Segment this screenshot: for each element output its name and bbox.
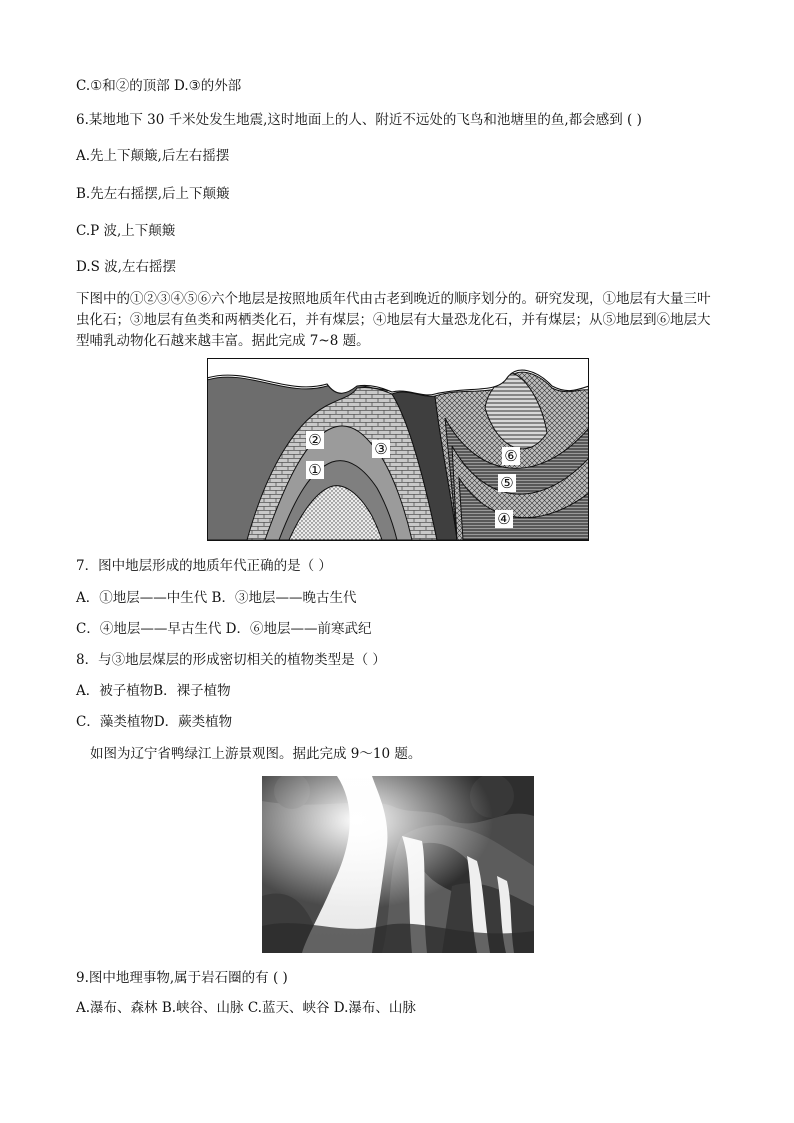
q6-option-b: B.先左右摇摆,后上下颠簸	[76, 186, 230, 202]
q9-stem: 9.图中地理事物,属于岩石圈的有 ( )	[76, 970, 288, 986]
q9-options: A.瀑布、森林 B.峡谷、山脉 C.蓝天、峡谷 D.瀑布、山脉	[76, 1000, 416, 1016]
q8-options-cd: C．藻类植物D．蕨类植物	[76, 714, 233, 730]
intro-7-8: 下图中的①②③④⑤⑥六个地层是按照地质年代由古老到晚近的顺序划分的。研究发现，①地层有大量三叶虫化石；③地层有鱼类和两栖类化石，并有煤层；④地层有大量恐龙化石，并有煤层；从⑤地层到⑥地层大型哺乳动物化石越来越丰富。据此完成 7~8 题。	[76, 291, 711, 349]
q7-stem: 7．图中地层形成的地质年代正确的是（ ）	[76, 558, 332, 574]
q8-stem: 8．与③地层煤层的形成密切相关的植物类型是（ ）	[76, 652, 386, 668]
q6-stem: 6.某地地下 30 千米处发生地震,这时地面上的人、附近不远处的飞鸟和池塘里的鱼,都会感到 ( )	[76, 112, 642, 128]
q8-options-ab: A．被子植物B．裸子植物	[76, 683, 231, 699]
label-layer-3: ③	[374, 440, 388, 458]
strata-cross-section-figure	[207, 358, 589, 541]
intro-9-10: 如图为辽宁省鸭绿江上游景观图。据此完成 9～10 题。	[90, 746, 422, 762]
q5-options-cd: C.①和②的顶部 D.③的外部	[76, 78, 242, 94]
q6-option-a: A.先上下颠簸,后左右摇摆	[76, 148, 230, 164]
label-layer-1: ①	[308, 461, 322, 479]
label-layer-4: ④	[497, 510, 511, 528]
label-layer-5: ⑤	[500, 474, 514, 492]
label-layer-6: ⑥	[504, 447, 518, 465]
waterfall-photo	[262, 776, 534, 953]
label-layer-2: ②	[308, 431, 322, 449]
q6-option-d: D.S 波,左右摇摆	[76, 259, 176, 275]
q7-options-ab: A．①地层——中生代 B．③地层——晚古生代	[76, 590, 357, 606]
q7-options-cd: C．④地层——早古生代 D．⑥地层——前寒武纪	[76, 621, 372, 637]
q6-option-c: C.P 波,上下颠簸	[76, 223, 176, 239]
